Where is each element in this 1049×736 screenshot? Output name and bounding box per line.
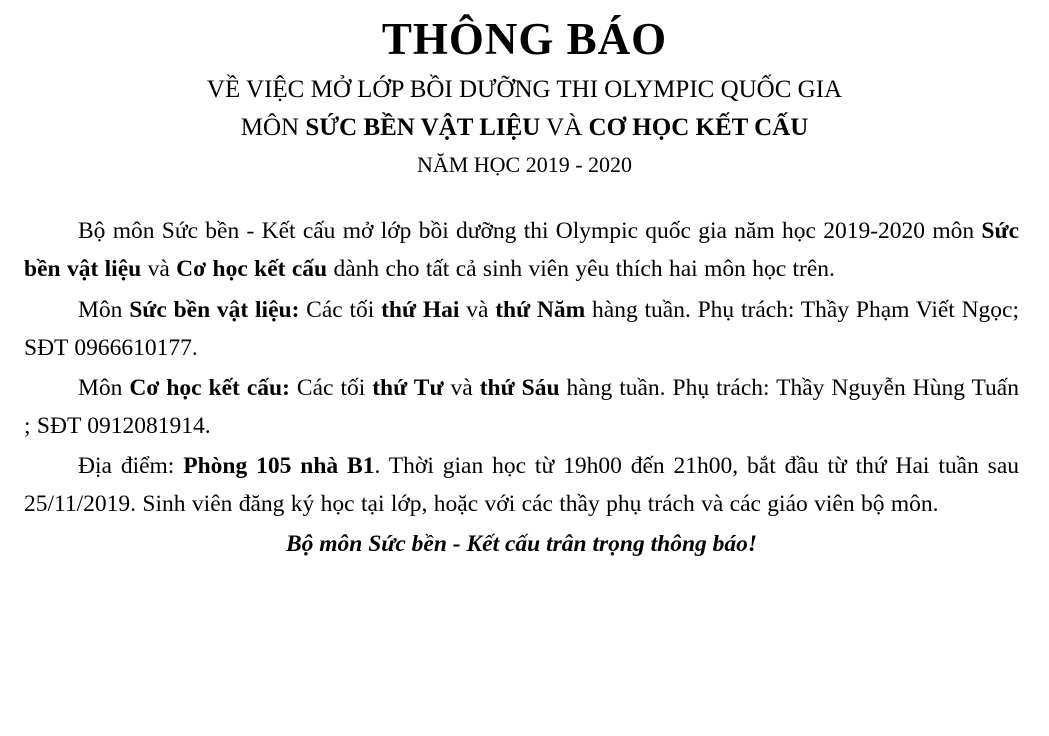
plain-text: hàng tuần. Phụ trách: Thầy Phạm Viết Ngọc; SĐT 0966610177. [24, 296, 1020, 361]
plain-text: Các tối [299, 296, 382, 323]
emphasis-text: thứ Năm [495, 296, 586, 323]
emphasis-text: Sức bền vật liệu [24, 218, 1019, 283]
emphasis-text: Phòng 105 nhà B1 [183, 452, 375, 479]
plain-text: dành cho tất cả sinh viên yêu thích hai môn học trên. [327, 256, 835, 283]
paragraph-subject-chkc [24, 369, 1019, 445]
plain-text: và [459, 296, 496, 323]
plain-text: và [141, 256, 177, 283]
paragraph-subject-sbvl [24, 291, 1019, 367]
plain-text: . Thời gian học từ 19h00 đến 21h00, bắt đầu từ thứ Hai tuần sau 25/11/2019. Sinh viên đăng ký học tại lớp, hoặc với các thầy phụ trách và các giáo viên bộ môn. [24, 452, 1020, 517]
notice-body [24, 212, 1025, 558]
plain-text: Các tối [289, 374, 373, 401]
emphasis-text: Cơ học kết cấu [176, 256, 328, 283]
subtitle-line-2 [24, 112, 1025, 143]
subtitle-prefix: MÔN [240, 113, 306, 141]
emphasis-text: Cơ học kết cấu: [129, 374, 290, 401]
plain-text: Môn [78, 374, 130, 401]
paragraph-location-time [24, 447, 1019, 523]
emphasis-text: Sức bền vật liệu: [129, 296, 300, 323]
plain-text: Địa điểm: [78, 452, 184, 479]
subject-name-chkc: CƠ HỌC KẾT CẤU [588, 113, 809, 141]
subtitle-conjunction: VÀ [540, 113, 589, 141]
plain-text: Môn [78, 296, 130, 323]
emphasis-text: thứ Tư [372, 374, 444, 401]
plain-text: và [443, 374, 480, 401]
plain-text: hàng tuần. Phụ trách: Thầy Nguyễn Hùng Tuấn ; SĐT 0912081914. [24, 374, 1019, 439]
subtitle-line-1: VỀ VIỆC MỞ LỚP BỒI DƯỠNG THI OLYMPIC QUỐC GIA [206, 76, 843, 104]
closing-statement: Bộ môn Sức bền - Kết cấu trân trọng thông báo! [285, 530, 758, 557]
plain-text: Bộ môn Sức bền - Kết cấu mở lớp bồi dưỡng thi Olympic quốc gia năm học 2019-2020 môn [78, 218, 982, 245]
school-year: NĂM HỌC 2019 - 2020 [416, 151, 633, 177]
emphasis-text: thứ Sáu [479, 374, 560, 401]
page-title: THÔNG BÁO [381, 14, 668, 64]
emphasis-text: thứ Hai [381, 296, 460, 323]
subject-name-sbvl: SỨC BỀN VẬT LIỆU [305, 113, 541, 141]
paragraph-intro [24, 212, 1019, 288]
